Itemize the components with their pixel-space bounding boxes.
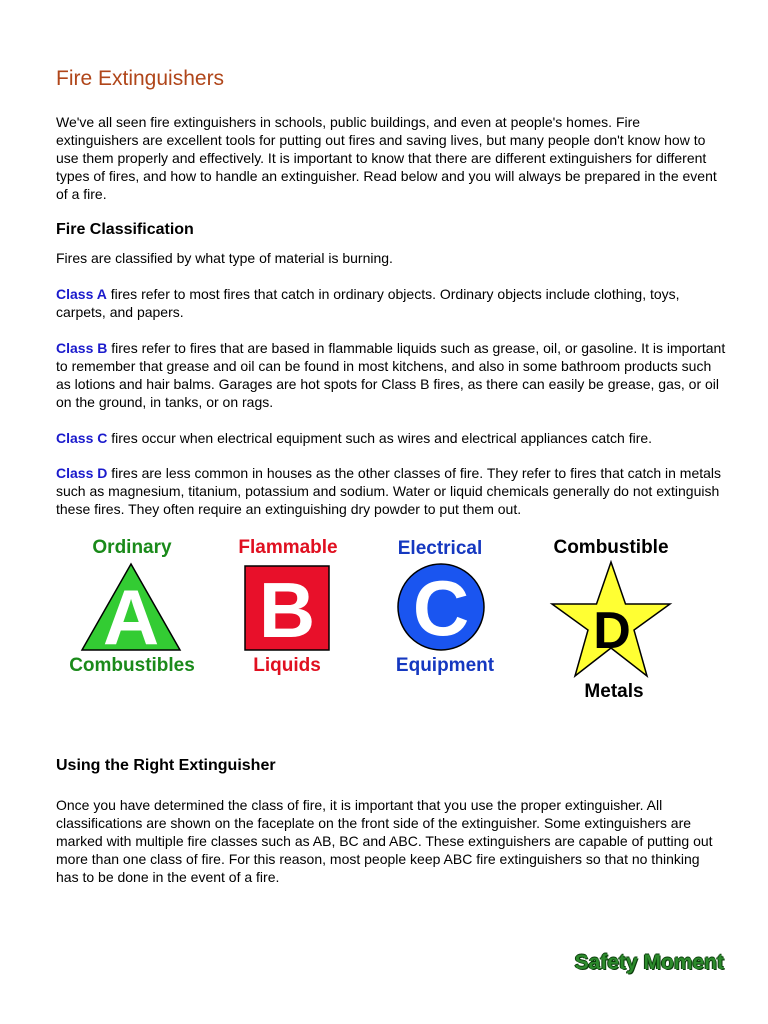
using-heading: Using the Right Extinguisher — [56, 757, 276, 774]
symbol-b-top-label: Flammable — [238, 537, 338, 558]
symbol-d-top-label: Combustible — [553, 537, 669, 558]
class-b-text: fires refer to fires that are based in flammable liquids such as grease, oil, or gasoline. It is important to remember that grease and oil can be found in most kitchens, and also in some bathroom products such as lotions and hair balms. Garages are hot spots for Class B fires, as there can easily be grease, gas, or oil on the ground, in tanks, or on rags. — [56, 340, 726, 410]
symbol-c-top-label: Electrical — [397, 538, 483, 559]
intro-paragraph: We've all seen fire extinguishers in schools, public buildings, and even at people's homes. Fire extinguishers are excellent tools for putting out fires and saving lives, but many people don't know how to use them properly and effectively. It is important to know that there are different extinguishers for different types of fires, and how to handle an extinguisher. Read below and you will always be prepared in the event of a fire. — [56, 114, 717, 202]
using-paragraph: Once you have determined the class of fire, it is important that you use the proper extinguisher. All classifications are shown on the faceplate on the front side of the extinguisher. Some extinguishers are marked with multiple fire classes such as AB, BC and ABC. These extinguishers are capable of putting out more than one class of fire. For this reason, most people keep ABC fire extinguishers so that no thinking has to be done in the event of a fire. — [56, 797, 713, 885]
class-d-text: fires are less common in houses as the other classes of fire. They refer to fires that catch in metals such as magnesium, titanium, potassium and sodium. Water or liquid chemicals generally do not extinguish these fires. They often require an extinguishing dry powder to put them out. — [56, 465, 722, 517]
class-a-paragraph — [56, 285, 726, 321]
class-d-name: Class D — [56, 465, 108, 481]
class-c-name: Class C — [56, 430, 108, 446]
page-title: Fire Extinguishers — [56, 67, 225, 90]
symbol-a-bottom-label: Combustibles — [69, 655, 195, 676]
footer-brand: Safety Moment — [574, 951, 724, 974]
class-a-name: Class A — [56, 286, 107, 302]
class-b-name: Class B — [56, 340, 108, 356]
star-icon — [549, 560, 673, 684]
symbol-c-bottom-label: Equipment — [395, 655, 495, 676]
symbol-b-letter: B — [258, 566, 316, 651]
symbol-d-bottom-label: Metals — [584, 681, 644, 702]
symbol-d-letter: D — [593, 602, 631, 660]
symbol-c-letter: C — [412, 564, 470, 652]
triangle-icon — [80, 562, 182, 652]
class-a-text: fires refer to most fires that catch in ordinary objects. Ordinary objects include clothing, toys, carpets, and papers. — [56, 286, 680, 320]
class-c-text: fires occur when electrical equipment such as wires and electrical appliances catch fire. — [107, 430, 653, 446]
classification-lead: Fires are classified by what type of material is burning. — [56, 250, 393, 266]
circle-icon — [396, 562, 486, 652]
symbol-a-top-label: Ordinary — [92, 537, 172, 558]
classification-heading: Fire Classification — [56, 221, 194, 238]
class-d-paragraph — [56, 464, 726, 518]
symbol-b-bottom-label: Liquids — [253, 655, 321, 676]
square-icon — [244, 565, 330, 651]
class-b-paragraph — [56, 339, 726, 411]
symbol-a-letter: A — [102, 573, 160, 652]
class-c-paragraph — [56, 429, 726, 447]
